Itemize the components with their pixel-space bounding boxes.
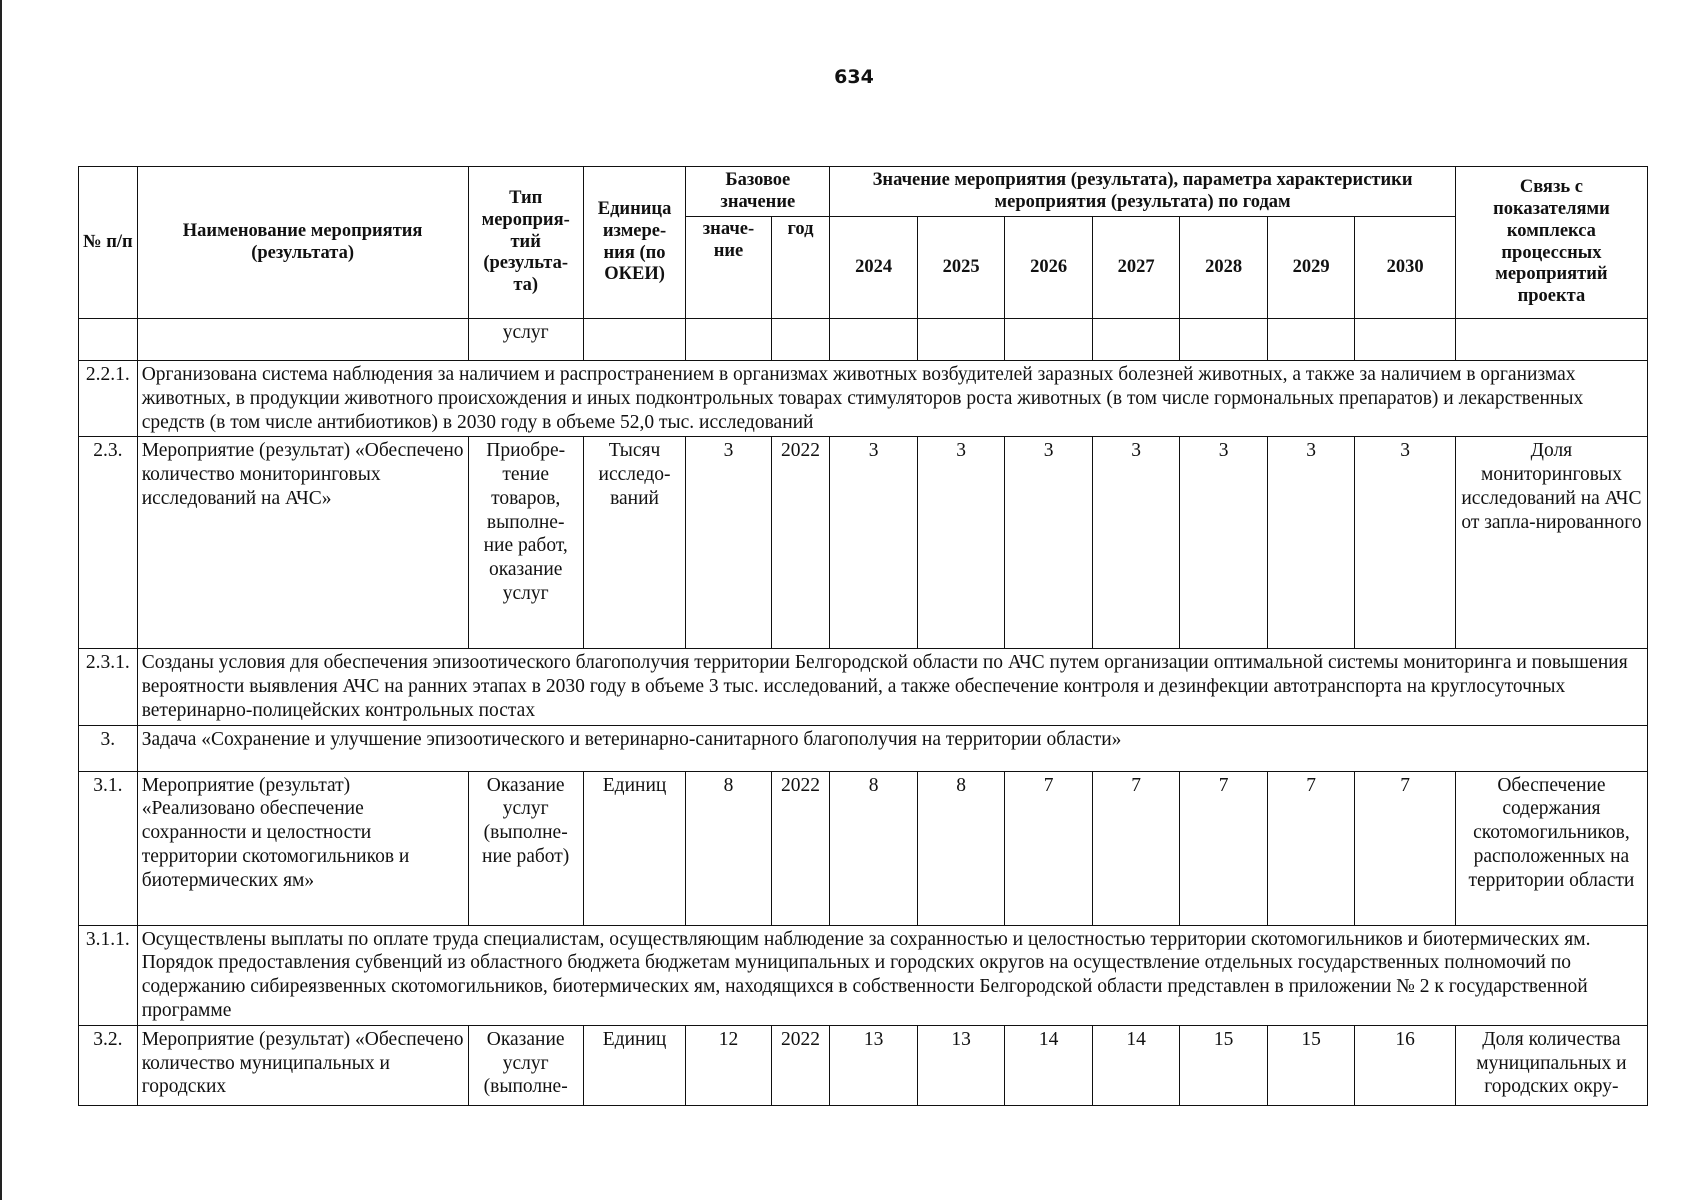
cell-empty xyxy=(830,319,918,361)
year-value: 7 xyxy=(1180,771,1268,925)
row-3-1 xyxy=(79,771,1648,925)
year-value: 7 xyxy=(1267,771,1355,925)
cell-empty xyxy=(137,319,468,361)
year-value: 14 xyxy=(1092,1025,1180,1105)
row-2-3-1 xyxy=(79,649,1648,725)
header-base-value: значе-ние xyxy=(686,217,771,319)
base-year: 2022 xyxy=(771,437,830,649)
indicator-link: Доля количества муниципальных и городских окру- xyxy=(1455,1025,1647,1105)
row-number: 3.1. xyxy=(79,771,138,925)
cell-empty xyxy=(771,319,830,361)
row-number: 3.1.1. xyxy=(79,925,138,1025)
header-year: 2027 xyxy=(1092,217,1180,319)
result-description: Организована система наблюдения за наличием и распространением в организмах животных возбудителей заразных болезней животных, а также за наличием в организмах животных, в продукции животного происхождения и иных подконтрольных товарах стимуляторов роста животных (в том числе гормональных препаратов) и лекарственных средств (в том числе антибиотиков) в 2030 году в объеме 52,0 тыс. исследований xyxy=(137,361,1647,437)
year-value: 8 xyxy=(917,771,1005,925)
base-value: 12 xyxy=(686,1025,771,1105)
measure-name: Мероприятие (результат) «Обеспечено количество мониторинговых исследований на АЧС» xyxy=(137,437,468,649)
task-title: Задача «Сохранение и улучшение эпизоотического и ветеринарно-санитарного благополучия на территории области» xyxy=(137,725,1647,771)
indicator-link: Обеспечение содержания скотомогильников, расположенных на территории области xyxy=(1455,771,1647,925)
row-number: 2.2.1. xyxy=(79,361,138,437)
year-value: 3 xyxy=(1180,437,1268,649)
row-number: 3. xyxy=(79,725,138,771)
header-type: Тип мероприя-тий (результа-та) xyxy=(468,167,583,319)
cell-empty xyxy=(79,319,138,361)
year-value: 13 xyxy=(830,1025,918,1105)
measure-unit: Единиц xyxy=(583,1025,685,1105)
page-number: 634 xyxy=(834,66,874,88)
year-value: 7 xyxy=(1005,771,1093,925)
measures-table xyxy=(78,166,1648,1106)
cell-empty xyxy=(917,319,1005,361)
row-number: 3.2. xyxy=(79,1025,138,1105)
cell-empty xyxy=(1005,319,1093,361)
header-values-by-year: Значение мероприятия (результата), параметра характеристики мероприятия (результата) по годам xyxy=(830,167,1455,217)
year-value: 13 xyxy=(917,1025,1005,1105)
cell-empty xyxy=(1180,319,1268,361)
header-unit: Единица измере-ния (по ОКЕИ) xyxy=(583,167,685,319)
year-value: 15 xyxy=(1267,1025,1355,1105)
page-left-edge xyxy=(0,0,2,1200)
year-value: 7 xyxy=(1355,771,1455,925)
year-value: 3 xyxy=(1267,437,1355,649)
year-value: 15 xyxy=(1180,1025,1268,1105)
measure-name: Мероприятие (результат) «Обеспечено количество муниципальных и городских xyxy=(137,1025,468,1105)
year-value: 3 xyxy=(1092,437,1180,649)
base-year: 2022 xyxy=(771,771,830,925)
header-no: № п/п xyxy=(79,167,138,319)
row-3-2 xyxy=(79,1025,1648,1105)
row-3-1-1 xyxy=(79,925,1648,1025)
header-base-year: год xyxy=(771,217,830,319)
cell-empty xyxy=(1092,319,1180,361)
header-row-1 xyxy=(79,167,1648,217)
year-value: 3 xyxy=(830,437,918,649)
result-description: Созданы условия для обеспечения эпизоотического благополучия территории Белгородской области по АЧС путем организации оптимальной системы мониторинга и повышения вероятности выявления АЧС на ранних этапах в 2030 году в объеме 3 тыс. исследований, а также обеспечение контроля и дезинфекции автотранспорта на круглосуточных ветеринарно-полицейских контрольных постах xyxy=(137,649,1647,725)
year-value: 7 xyxy=(1092,771,1180,925)
year-value: 3 xyxy=(917,437,1005,649)
base-value: 3 xyxy=(686,437,771,649)
cell-empty xyxy=(583,319,685,361)
header-base: Базовое значение xyxy=(686,167,830,217)
cell-empty xyxy=(1355,319,1455,361)
continuation-row xyxy=(79,319,1648,361)
year-value: 3 xyxy=(1355,437,1455,649)
measure-name: Мероприятие (результат) «Реализовано обеспечение сохранности и целостности территории скотомогильников и биотермических ям» xyxy=(137,771,468,925)
row-2-2-1 xyxy=(79,361,1648,437)
base-year: 2022 xyxy=(771,1025,830,1105)
measure-type: Приобре-тение товаров, выполне-ние работ, оказание услуг xyxy=(468,437,583,649)
cell-empty xyxy=(1267,319,1355,361)
year-value: 16 xyxy=(1355,1025,1455,1105)
header-year: 2025 xyxy=(917,217,1005,319)
header-link: Связь с показателями комплекса процессных мероприятий проекта xyxy=(1455,167,1647,319)
base-value: 8 xyxy=(686,771,771,925)
row-3 xyxy=(79,725,1648,771)
row-number: 2.3.1. xyxy=(79,649,138,725)
header-name: Наименование мероприятия (результата) xyxy=(137,167,468,319)
row-2-3 xyxy=(79,437,1648,649)
row-number: 2.3. xyxy=(79,437,138,649)
cell-type: услуг xyxy=(468,319,583,361)
header-year: 2030 xyxy=(1355,217,1455,319)
measure-type: Оказание услуг (выполне- xyxy=(468,1025,583,1105)
measure-type: Оказание услуг (выполне-ние работ) xyxy=(468,771,583,925)
year-value: 14 xyxy=(1005,1025,1093,1105)
cell-empty xyxy=(686,319,771,361)
header-year: 2029 xyxy=(1267,217,1355,319)
header-year: 2024 xyxy=(830,217,918,319)
indicator-link: Доля мониторинговых исследований на АЧС от запла-нированного xyxy=(1455,437,1647,649)
measure-unit: Единиц xyxy=(583,771,685,925)
result-description: Осуществлены выплаты по оплате труда специалистам, осуществляющим наблюдение за сохранностью и целостностью территории скотомогильников и биотермических ям. Порядок предоставления субвенций из областного бюджета бюджетам муниципальных и городских округов на осуществление отдельных государственных полномочий по содержанию сибиреязвенных скотомогильников, биотермических ям, находящихся в собственности Белгородской области представлен в приложении № 2 к государственной программе xyxy=(137,925,1647,1025)
header-year: 2028 xyxy=(1180,217,1268,319)
header-year: 2026 xyxy=(1005,217,1093,319)
year-value: 8 xyxy=(830,771,918,925)
year-value: 3 xyxy=(1005,437,1093,649)
cell-empty xyxy=(1455,319,1647,361)
measure-unit: Тысяч исследо-ваний xyxy=(583,437,685,649)
